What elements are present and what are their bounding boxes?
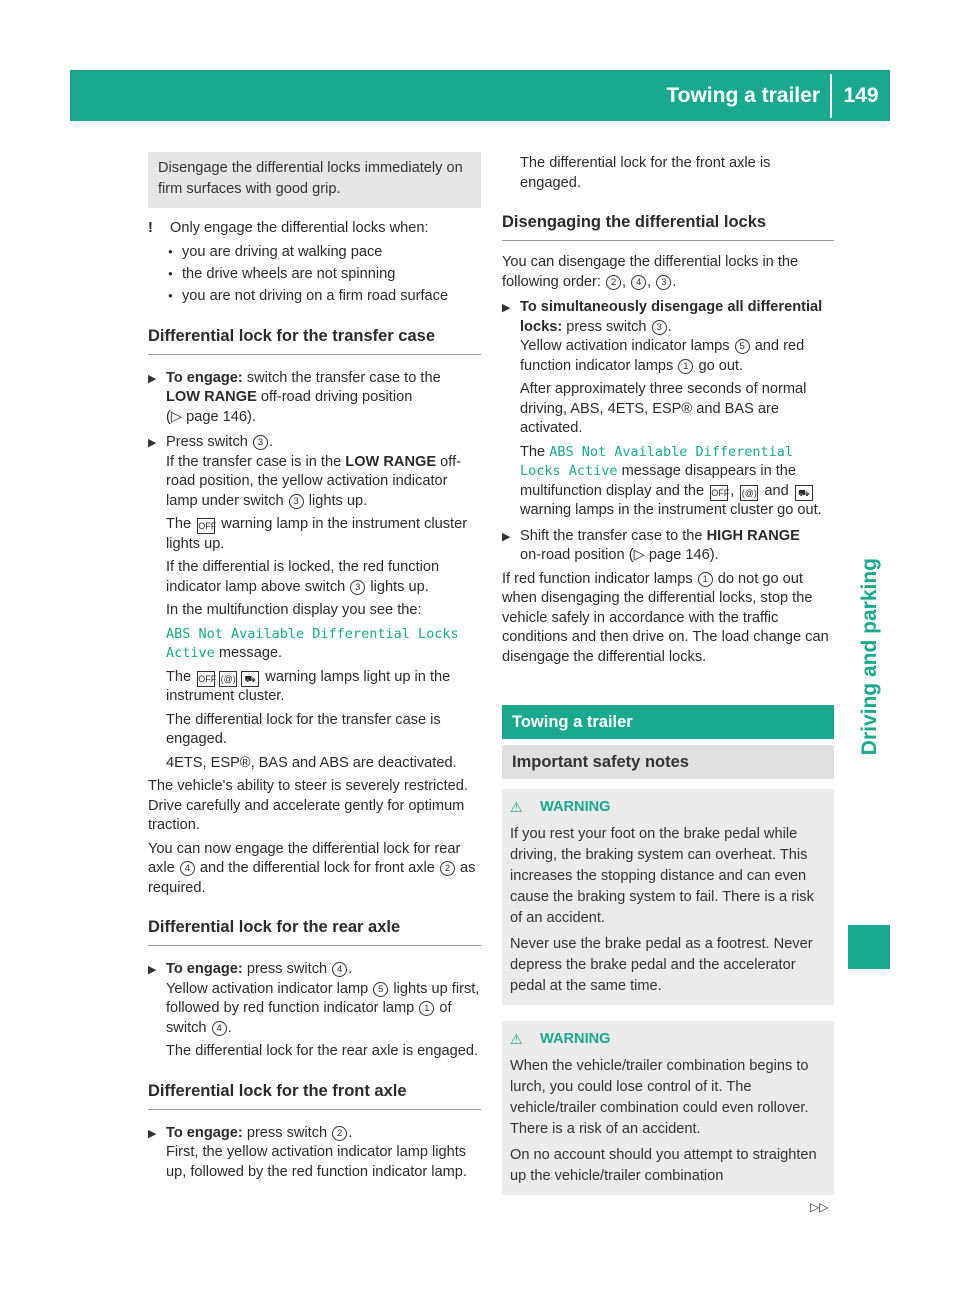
warning-heading: WARNING bbox=[540, 1031, 611, 1047]
skid-warning-icon: ⛟ bbox=[795, 485, 813, 501]
step-label: To engage: bbox=[166, 369, 243, 386]
offroad-warning-icon: OFF bbox=[710, 485, 728, 501]
paragraph: The vehicle's ability to steer is severely restricted. Drive carefully and accelerate gently for optimum traction. bbox=[148, 778, 468, 833]
skid-warning-icon: ⛟ bbox=[241, 671, 259, 687]
section-banner: Towing a trailer bbox=[502, 705, 834, 739]
step: ▶ To simultaneously disengage all differential locks: press switch 3 . Yellow activation indicator lamps 5 and red function indicator lamps 1 go out. After approximately three seconds of normal driving, ABS, 4ETS, ESP® and BAS are activated. The ABS Not Available Differential Locks Active message disappears in the multifunction display and the OFF, (@) and ⛟ warning lamps in the instrument cluster go out. bbox=[502, 298, 834, 521]
display-message: ABS Not Available Differential Locks Active bbox=[166, 625, 459, 661]
abs-warning-icon: (@) bbox=[219, 671, 237, 687]
section-rear-axle bbox=[148, 916, 481, 1062]
warning-heading: WARNING bbox=[540, 799, 611, 815]
circled-number: 3 bbox=[656, 275, 671, 290]
section-heading: Disengaging the differential locks bbox=[502, 211, 834, 241]
circled-number: 4 bbox=[212, 1021, 227, 1036]
circled-number: 5 bbox=[735, 339, 750, 354]
left-column bbox=[148, 152, 481, 1182]
paragraph: You can disengage the differential locks in the following order: 2 , 4 , 3 . bbox=[502, 254, 799, 290]
arrow-right-icon: ▶ bbox=[502, 302, 511, 314]
circled-number: 3 bbox=[350, 580, 365, 595]
arrow-right-icon: ▶ bbox=[148, 1127, 157, 1140]
step: ▶ To engage: press switch 4 . Yellow activation indicator lamp 5 lights up first, followed by red function indicator lamp 1 of switch 4 . The differential lock for the rear axle is engaged. bbox=[148, 960, 481, 1062]
display-message: ABS Not Available Differential Locks Active bbox=[520, 443, 794, 479]
subsection-banner: Important safety notes bbox=[502, 745, 834, 779]
exclamation-icon: ! bbox=[148, 220, 153, 236]
side-tab-marker bbox=[848, 925, 890, 969]
section-disengaging bbox=[502, 211, 834, 667]
abs-warning-icon: (@) bbox=[740, 485, 758, 501]
warning-triangle-icon: ⚠ bbox=[510, 799, 523, 815]
step: ▶ To engage: press switch 2 . First, the yellow activation indicator lamp lights up, followed by the red function indicator lamp. bbox=[148, 1124, 481, 1183]
circled-number: 5 bbox=[373, 982, 388, 997]
circled-number: 2 bbox=[440, 861, 455, 876]
note-box: Disengage the differential locks immediately on firm surfaces with good grip. bbox=[148, 152, 481, 208]
trailer-section bbox=[502, 705, 834, 1195]
paragraph: If red function indicator lamps 1 do not go out when disengaging the differential locks, stop the vehicle safely in accordance with the traffic conditions and then drive on. The load change can disengage the differential locks. bbox=[502, 570, 829, 665]
section-heading: Differential lock for the transfer case bbox=[148, 325, 481, 355]
circled-number: 2 bbox=[332, 1126, 347, 1141]
arrow-right-icon: ▶ bbox=[148, 437, 157, 449]
circled-number: 1 bbox=[678, 359, 693, 374]
arrow-right-icon: ▶ bbox=[148, 372, 157, 385]
circled-number: 4 bbox=[631, 275, 646, 290]
arrow-right-icon: ▶ bbox=[502, 530, 511, 543]
circled-number: 4 bbox=[180, 861, 195, 876]
circled-number: 3 bbox=[652, 320, 667, 335]
caution-note bbox=[148, 219, 481, 239]
paragraph: The differential lock for the front axle is engaged. bbox=[520, 155, 771, 191]
circled-number: 3 bbox=[253, 435, 268, 450]
paragraph: You can now engage the differential lock for rear axle 4 and the differential lock for front axle 2 as required. bbox=[148, 840, 476, 896]
step: ▶ To engage: switch the transfer case to the LOW RANGE off-road driving position (▷ page 146). bbox=[148, 369, 481, 428]
list-item: ● you are not driving on a firm road surface bbox=[168, 285, 481, 307]
circled-number: 2 bbox=[606, 275, 621, 290]
step: ▶ Shift the transfer case to the HIGH RANGE on-road position (▷ page 146). bbox=[502, 527, 834, 566]
warning-triangle-icon: ⚠ bbox=[510, 1031, 523, 1047]
list-item: ● you are driving at walking pace bbox=[168, 241, 481, 263]
circled-number: 1 bbox=[698, 572, 713, 587]
caution-list bbox=[148, 241, 481, 307]
offroad-warning-icon: OFF bbox=[197, 518, 215, 534]
arrow-right-icon: ▶ bbox=[148, 964, 157, 976]
list-item: ● the drive wheels are not spinning bbox=[168, 263, 481, 285]
section-front-axle bbox=[148, 1080, 481, 1183]
section-transfer-case bbox=[148, 325, 481, 899]
double-chevron-icon: ▷▷ bbox=[810, 1200, 829, 1214]
warning-box: ⚠ WARNING If you rest your foot on the brake pedal while driving, the braking system can overheat. This increases the stopping distance and can even cause the braking system to fail. There is a risk of an accident. Never use the brake pedal as a footrest. Never depress the brake pedal and the accelerator pedal at the same time. bbox=[502, 789, 834, 1005]
offroad-warning-icon: OFF bbox=[197, 671, 215, 687]
circled-number: 4 bbox=[332, 962, 347, 977]
warning-box: ⚠ WARNING When the vehicle/trailer combination begins to lurch, you could lose control of it. The vehicle/trailer combination could even rollover. There is a risk of an accident. On no account should you attempt to straighten up the vehicle/trailer combination bbox=[502, 1021, 834, 1195]
right-column bbox=[502, 152, 834, 1195]
header-title: Towing a trailer bbox=[666, 84, 820, 107]
step: ▶ Press switch 3 . If the transfer case is in the LOW RANGE off-road position, the yellow activation indicator lamp under switch 3 lights up. The OFF warning lamp in the instrument cluster lights up. If the differential is locked, the red function indicator lamp above switch 3 lights up. In the multifunction display you see the: ABS Not Available Differential Locks Active message. The OFF (@) ⛟ warning lamps light up in the instrument cluster. The differential lock for the transfer case is engaged. 4ETS, ESP®, BAS and ABS are deactivated. bbox=[148, 433, 481, 773]
circled-number: 3 bbox=[289, 494, 304, 509]
page-number: 149 bbox=[843, 84, 879, 107]
side-tab-label: Driving and parking bbox=[858, 558, 881, 756]
section-heading: Differential lock for the rear axle bbox=[148, 916, 481, 946]
section-heading: Differential lock for the front axle bbox=[148, 1080, 481, 1110]
circled-number: 1 bbox=[419, 1001, 434, 1016]
page-header bbox=[70, 70, 890, 121]
caution-text: Only engage the differential locks when: bbox=[170, 220, 429, 236]
